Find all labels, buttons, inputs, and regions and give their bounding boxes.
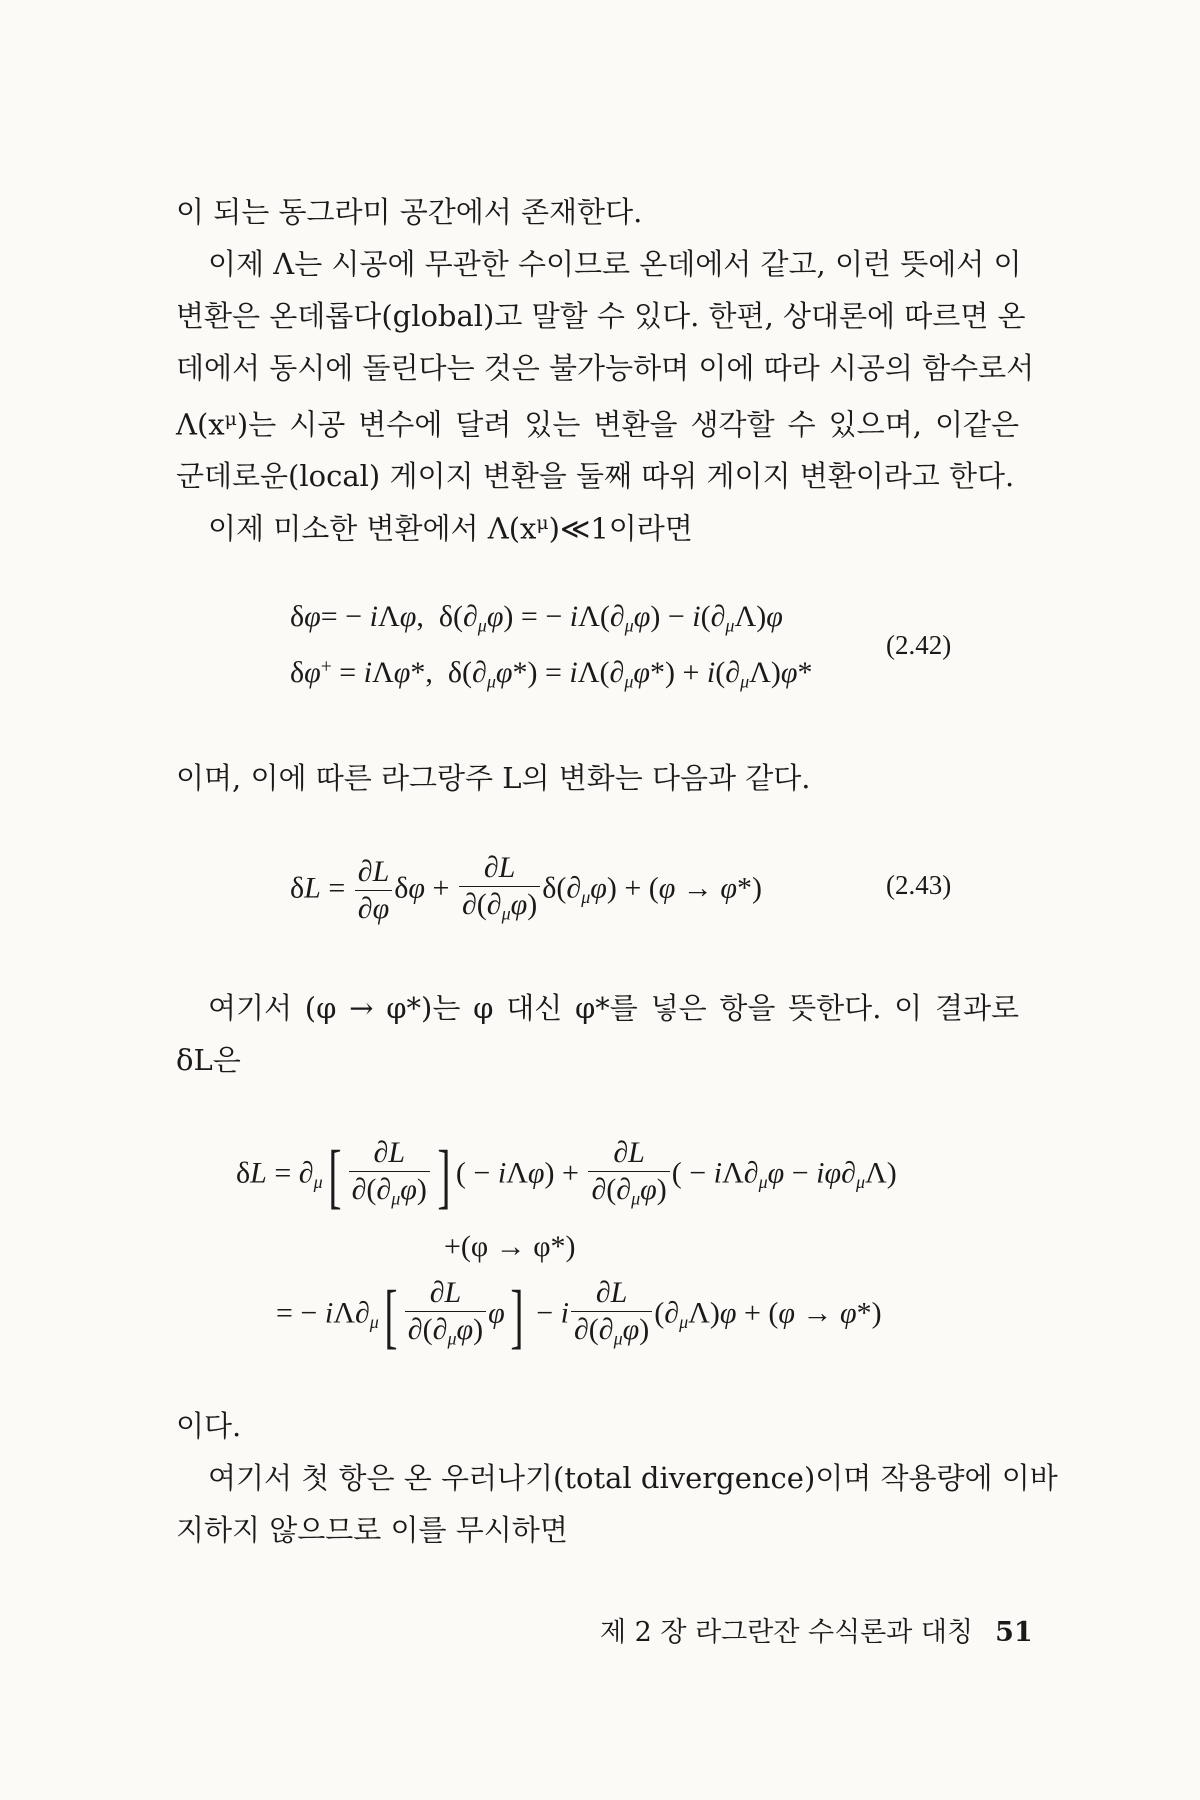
equation-2-42-line-2: δφ+ = iΛφ*, $\delta(\partial_\mu\varphi*) = i\Lambda(\partial_\mu\varphi*) + i(\partial_\mu\Lambda)\varphi*$ xyxy=(290,656,813,692)
text-line: 데에서 동시에 돌린다는 것은 불가능하며 이에 따라 시공의 함수로서 xyxy=(176,351,1035,385)
text-line: δL은 xyxy=(176,1043,241,1077)
paragraph-5 xyxy=(176,982,1019,1086)
text-line-rest: )는 시공 변수에 달려 있는 변환을 생각할 수 있으며, 이같은 xyxy=(236,407,1019,442)
paragraph-2 xyxy=(176,238,1035,502)
delta-l-equation-line-1: $\delta L = \partial_\mu$[ $\frac{\partial L}{\partial(\partial_\mu\varphi)}$ ] ( − iΛφ) + $\frac{\partial L}{\partial(\partial_\mu\varphi)}$ ( − $i\Lambda\partial_\mu\varphi - i\varphi\partial_\mu\Lambda$) xyxy=(236,1135,897,1216)
paragraph-4 xyxy=(176,752,1019,804)
equation-2-43: δL = $\frac{\partial L}{\partial\varphi}$ δφ + $\frac{\partial L}{\partial(\partial_\mu\varphi)}$ $\delta(\partial_\mu\varphi) + (\varphi \to \varphi*)$ xyxy=(290,851,762,926)
text-line: 변환은 온데롭다(global)고 말할 수 있다. 한편, 상대론에 따르면 온 xyxy=(176,299,1026,333)
text-line-rest: )≪1이라면 xyxy=(548,511,693,546)
delta-l-equation-line-3: = − $i\Lambda\partial_\mu$[ $\frac{\partial L}{\partial(\partial_\mu\varphi)}$ φ] − i $\frac{\partial L}{\partial(\partial_\mu\varphi)}$ $(\partial_\mu\Lambda)\varphi + (\varphi \to \varphi*)$ xyxy=(276,1275,882,1356)
equation-number: (2.43) xyxy=(886,870,952,900)
paragraph-6 xyxy=(176,1400,1019,1452)
text-line: 이다. xyxy=(176,1409,242,1443)
paragraph-1 xyxy=(176,186,1019,238)
text-line: 여기서 첫 항은 온 우러나기(total divergence)이며 작용량에 이바 xyxy=(208,1461,1058,1495)
lambda-x-text: 이제 미소한 변환에서 Λ(x xyxy=(208,511,537,546)
text-line: 군데로운(local) 게이지 변환을 둘째 따위 게이지 변환이라고 한다. xyxy=(176,459,1015,494)
mu-superscript: μ xyxy=(536,513,549,534)
text-line: 여기서 (φ → φ*)는 φ 대신 φ*를 넣은 항을 뜻한다. 이 결과로 xyxy=(208,991,1019,1025)
text-line: 이며, 이에 따른 라그랑주 L의 변화는 다음과 같다. xyxy=(176,761,811,795)
page-footer xyxy=(600,1610,1033,1649)
lambda-x-text: Λ(x xyxy=(176,407,225,442)
paragraph-7 xyxy=(176,1452,1058,1556)
text-line: 이 되는 동그라미 공간에서 존재한다. xyxy=(176,195,643,229)
text-line: 이제 Λ는 시공에 무관한 수이므로 온데에서 같고, 이런 뜻에서 이 xyxy=(208,247,1022,281)
chapter-title: 제 2 장 라그란잔 수식론과 대칭 xyxy=(600,1617,974,1648)
text-line xyxy=(176,394,1019,450)
equation-number: (2.42) xyxy=(886,630,952,660)
page-number: 51 xyxy=(995,1617,1033,1648)
paragraph-3 xyxy=(176,498,1019,554)
text-line: 지하지 않으므로 이를 무시하면 xyxy=(176,1513,568,1547)
text-line xyxy=(176,498,1019,554)
equation-2-42-line-1: δφ= − iΛφ, $\delta(\partial_\mu\varphi)$ = − $i\Lambda(\partial_\mu\varphi) - i(\partial_\mu\Lambda)\varphi$ xyxy=(290,600,783,636)
mu-superscript: μ xyxy=(224,409,237,430)
delta-l-equation-line-2: +(φ → φ*) xyxy=(444,1230,576,1263)
